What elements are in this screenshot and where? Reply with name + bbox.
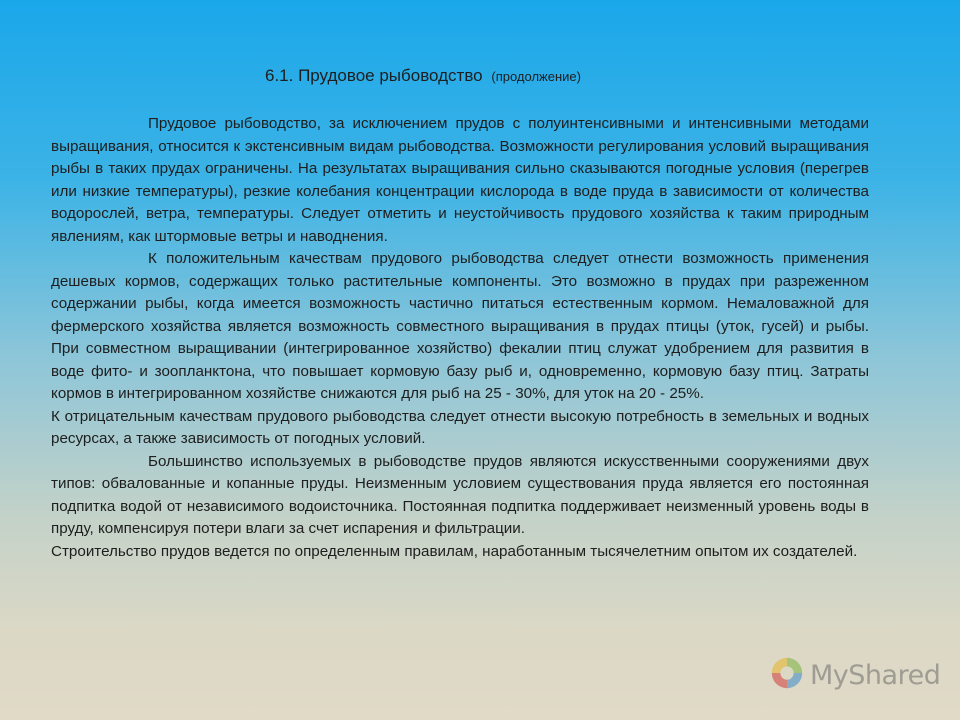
title-main: 6.1. Прудовое рыбоводство bbox=[265, 66, 483, 85]
paragraph: Строительство прудов ведется по определенным правилам, наработанным тысячелетним опытом их создателей. bbox=[51, 542, 858, 560]
paragraph: Прудовое рыбоводство, за исключением прудов с полуинтенсивными и интенсивными методами выращивания, относится к экстенсивным видам рыбоводства. Возможности регулирования условий выращивания рыбы в таких прудах ограничены. На результатах выращивания сильно сказываются погодные условия (перегрев или низкие температуры), резкие колебания концентрации кислорода в воде пруда в зависимости от количества водорослей, ветра, температуры. Следует отметить и неустойчивость прудового хозяйства к таким природным явлениям, как штормовые ветры и наводнения. bbox=[51, 115, 869, 245]
paragraph: К отрицательным качествам прудового рыбоводства следует отнести высокую потребность в земельных и водных ресурсах, а также зависимость от погодных условий. bbox=[51, 407, 869, 447]
paragraph: К положительным качествам прудового рыбоводства следует отнести возможность применения дешевых кормов, содержащих только растительные компоненты. Это возможно в прудах при разреженном содержании рыбы, когда имеется возможность частично питаться естественным кормом. Немаловажной для фермерского хозяйства является возможность совместного выращивания в прудах птицы (уток, гусей) и рыбы. При совместном выращивании (интегрированное хозяйство) фекалии птиц служат удобрением для развития в воде фито- и зоопланктона, что повышает кормовую базу рыб и, одновременно, кормовую базу птиц. Затраты кормов в интегрированном хозяйстве снижаются для рыб на 25 - 30%, для уток на 20 - 25%. bbox=[51, 250, 869, 402]
slide-body bbox=[51, 113, 869, 563]
myshared-logo-icon bbox=[768, 654, 806, 697]
watermark bbox=[768, 655, 941, 695]
watermark-text: MyShared bbox=[810, 659, 941, 691]
paragraph: Большинство используемых в рыбоводстве прудов являются искусственными сооружениями двух типов: обвалованные и копанные пруды. Неизменным условием существования пруда является его постоянная подпитка водой от независимого водоисточника. Постоянная подпитка поддерживает неизменный уровень воды в пруду, компенсируя потери влаги за счет испарения и фильтрации. bbox=[51, 452, 869, 537]
slide-title bbox=[265, 66, 581, 87]
title-note: (продолжение) bbox=[491, 69, 581, 84]
